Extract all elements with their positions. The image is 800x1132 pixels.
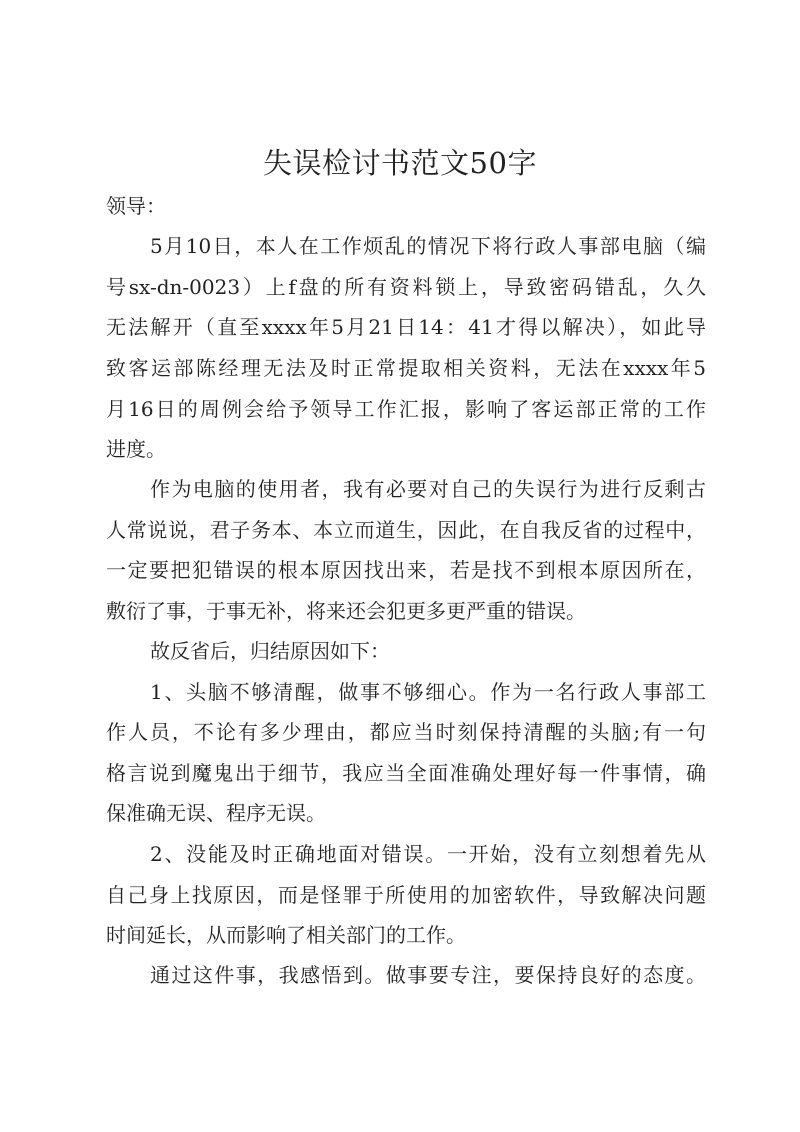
paragraph-1-line-6: 进度。: [106, 437, 166, 461]
paragraph-5-line-3: 时间延长，从而影响了相关部门的工作。: [106, 923, 466, 947]
paragraph-5-line-1: 2、没能及时正确地面对错误。一开始，没有立刻想着先从: [150, 842, 706, 866]
paragraph-2-line-3: 一定要把犯错误的根本原因找出来，若是找不到根本原因所在，: [106, 558, 706, 582]
paragraph-6-line-1: 通过这件事，我感悟到。做事要专注，要保持良好的态度。: [150, 963, 706, 987]
paragraph-2-line-2: 人常说说，君子务本、本立而道生，因此，在自我反省的过程中，: [106, 518, 706, 542]
paragraph-1-line-3: 无法解开（直至xxxx年5月21日14：41才得以解决），如此导: [106, 315, 706, 339]
document-title: 失误检讨书范文50字: [263, 146, 537, 180]
paragraph-4-line-2: 作人员，不论有多少理由，都应当时刻保持清醒的头脑;有一句: [106, 720, 706, 744]
paragraph-1-line-2: 号sx-dn-0023）上f盘的所有资料锁上，导致密码错乱，久久: [106, 275, 706, 299]
salutation: 领导：: [106, 194, 166, 218]
paragraph-5-line-2: 自己身上找原因，而是怪罪于所使用的加密软件，导致解决问题: [106, 883, 706, 907]
paragraph-1-line-5: 月16日的周例会给予领导工作汇报，影响了客运部正常的工作: [106, 397, 706, 421]
paragraph-1-line-4: 致客运部陈经理无法及时正常提取相关资料，无法在xxxx年5: [106, 356, 706, 380]
paragraph-2-line-4: 敷衍了事，于事无补，将来还会犯更多更严重的错误。: [106, 599, 586, 623]
paragraph-2-line-1: 作为电脑的使用者，我有必要对自己的失误行为进行反剩古: [150, 477, 706, 501]
paragraph-4-line-3: 格言说到魔鬼出于细节，我应当全面准确处理好每一件事情，确: [106, 761, 706, 785]
paragraph-1-line-1: 5月10日，本人在工作烦乱的情况下将行政人事部电脑（编: [150, 234, 706, 258]
paragraph-3-line-1: 故反省后，归结原因如下：: [150, 639, 390, 663]
paragraph-4-line-4: 保准确无误、程序无误。: [106, 801, 326, 825]
paragraph-4-line-1: 1、头脑不够清醒，做事不够细心。作为一名行政人事部工: [150, 680, 706, 704]
